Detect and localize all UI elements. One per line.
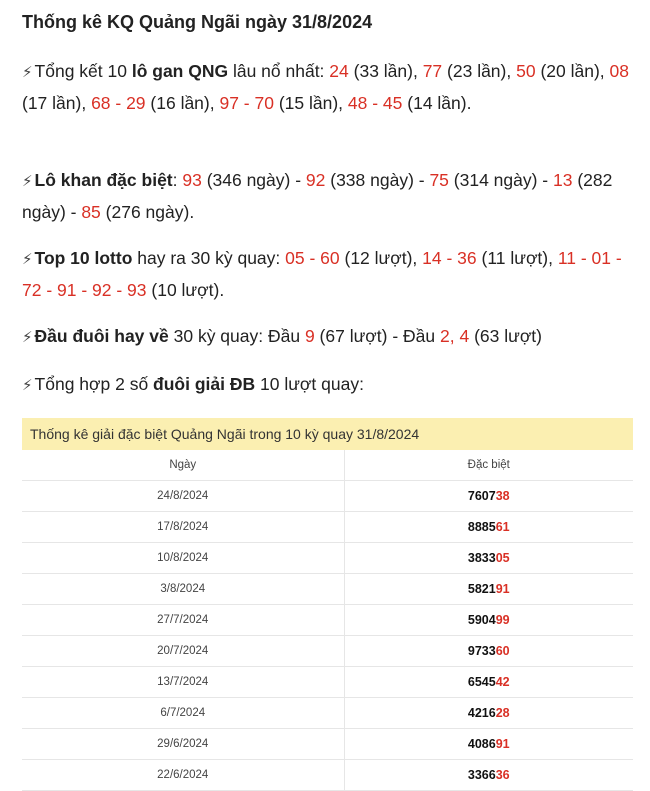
row-date: 24/8/2024 bbox=[22, 481, 344, 512]
dau-duoi-value: 9 bbox=[304, 326, 315, 346]
lo-gan-value: 24 bbox=[329, 61, 349, 81]
special-number-tail: 28 bbox=[495, 706, 510, 720]
dau-duoi-label: Đầu đuôi hay về bbox=[34, 326, 169, 346]
special-number-head: 9733 bbox=[467, 644, 496, 658]
lo-gan-value: 50 bbox=[516, 61, 536, 81]
dau-duoi-paragraph: ⚡ Đầu đuôi hay về 30 kỳ quay: Đầu 9 (67 lượt) - Đầu 2, 4 (63 lượt) bbox=[22, 326, 542, 346]
lightning-bolt-icon: ⚡ bbox=[22, 377, 33, 394]
row-special-number bbox=[344, 667, 633, 698]
row-date: 27/7/2024 bbox=[22, 605, 344, 636]
table-row bbox=[22, 512, 633, 543]
special-number-tail: 99 bbox=[495, 613, 510, 627]
row-special-number bbox=[344, 605, 633, 636]
special-number-tail: 60 bbox=[495, 644, 510, 658]
results-table bbox=[22, 450, 633, 791]
special-prize-table bbox=[22, 418, 633, 791]
row-special-number bbox=[344, 481, 633, 512]
lo-khan-value: 85 bbox=[81, 202, 101, 222]
special-number-head: 5904 bbox=[467, 613, 496, 627]
special-number-tail: 36 bbox=[495, 768, 510, 782]
table-row bbox=[22, 667, 633, 698]
row-special-number bbox=[344, 729, 633, 760]
lo-gan-value: 48 - 45 bbox=[347, 93, 403, 113]
special-number-head: 5821 bbox=[467, 582, 496, 596]
duoi-giai-db-label: đuôi giải ĐB bbox=[153, 374, 256, 394]
top-lotto-label: Top 10 lotto bbox=[34, 248, 133, 268]
column-header-special: Đặc biệt bbox=[344, 450, 633, 481]
top-lotto-value: 14 - 36 bbox=[422, 248, 477, 268]
table-caption: Thống kê giải đặc biệt Quảng Ngãi trong 10 kỳ quay 31/8/2024 bbox=[22, 418, 633, 450]
row-special-number bbox=[344, 698, 633, 729]
lo-khan-label: Lô khan đặc biệt bbox=[34, 170, 173, 190]
page-title: Thống kê KQ Quảng Ngãi ngày 31/8/2024 bbox=[22, 12, 373, 32]
special-number-head: 7607 bbox=[467, 489, 496, 503]
lo-gan-value: 68 - 29 bbox=[91, 93, 146, 113]
row-date: 17/8/2024 bbox=[22, 512, 344, 543]
row-date: 20/7/2024 bbox=[22, 636, 344, 667]
table-row bbox=[22, 729, 633, 760]
special-number-head: 3366 bbox=[467, 768, 496, 782]
lo-khan-value: 13 bbox=[553, 170, 573, 190]
lo-khan-paragraph: ⚡ Lô khan đặc biệt: 93 (346 ngày) - 92 (338 ngày) - 75 (314 ngày) - 13 (282 ngày) - 85 (276 ngày). bbox=[22, 170, 613, 222]
dau-duoi-value: 2, 4 bbox=[440, 326, 470, 346]
column-header-date: Ngày bbox=[22, 450, 344, 481]
special-number-head: 4086 bbox=[467, 737, 496, 751]
table-row bbox=[22, 698, 633, 729]
row-special-number bbox=[344, 574, 633, 605]
special-number-tail: 42 bbox=[495, 675, 510, 689]
top-lotto-value: 11 - 01 - 72 - 91 - 92 - 93 bbox=[22, 248, 622, 300]
special-number-tail: 91 bbox=[495, 582, 510, 596]
table-row bbox=[22, 636, 633, 667]
table-row bbox=[22, 605, 633, 636]
table-row bbox=[22, 481, 633, 512]
special-number-head: 8885 bbox=[467, 520, 496, 534]
row-date: 3/8/2024 bbox=[22, 574, 344, 605]
lo-khan-value: 75 bbox=[429, 170, 449, 190]
lo-gan-value: 77 bbox=[422, 61, 443, 81]
table-header-row bbox=[22, 450, 633, 481]
row-date: 29/6/2024 bbox=[22, 729, 344, 760]
row-special-number bbox=[344, 543, 633, 574]
row-special-number bbox=[344, 760, 633, 791]
table-row bbox=[22, 760, 633, 791]
lightning-bolt-icon: ⚡ bbox=[22, 251, 33, 268]
lo-khan-value: 92 bbox=[305, 170, 326, 190]
table-row bbox=[22, 574, 633, 605]
row-special-number bbox=[344, 636, 633, 667]
special-number-tail: 61 bbox=[495, 520, 510, 534]
special-number-tail: 05 bbox=[495, 551, 510, 565]
row-date: 10/8/2024 bbox=[22, 543, 344, 574]
lo-gan-paragraph: ⚡ Tổng kết 10 lô gan QNG lâu nổ nhất: 24 (33 lần), 77 (23 lần), 50 (20 lần), 08 (17 lần), 68 - 29 (16 lần), 97 - 70 (15 lần), 48 - 45 (14 lần). bbox=[22, 61, 629, 113]
row-date: 6/7/2024 bbox=[22, 698, 344, 729]
special-number-tail: 38 bbox=[495, 489, 510, 503]
lo-gan-value: 97 - 70 bbox=[219, 93, 274, 113]
row-special-number bbox=[344, 512, 633, 543]
tong-hop-paragraph: ⚡ Tổng hợp 2 số đuôi giải ĐB 10 lượt quay: bbox=[22, 374, 364, 394]
lightning-bolt-icon: ⚡ bbox=[22, 329, 33, 346]
row-date: 22/6/2024 bbox=[22, 760, 344, 791]
lightning-bolt-icon: ⚡ bbox=[22, 64, 33, 81]
special-number-tail: 91 bbox=[495, 737, 510, 751]
table-row bbox=[22, 543, 633, 574]
lightning-bolt-icon: ⚡ bbox=[22, 173, 33, 190]
special-number-head: 6545 bbox=[467, 675, 496, 689]
lo-gan-value: 08 bbox=[609, 61, 629, 81]
top-lotto-value: 05 - 60 bbox=[285, 248, 340, 268]
row-date: 13/7/2024 bbox=[22, 667, 344, 698]
top-lotto-paragraph: ⚡ Top 10 lotto hay ra 30 kỳ quay: 05 - 60 (12 lượt), 14 - 36 (11 lượt), 11 - 01 - 72 - 91 - 92 - 93 (10 lượt). bbox=[22, 248, 622, 300]
lo-khan-value: 93 bbox=[182, 170, 202, 190]
lo-gan-label: lô gan QNG bbox=[131, 61, 229, 81]
special-number-head: 3833 bbox=[467, 551, 496, 565]
special-number-head: 4216 bbox=[467, 706, 496, 720]
